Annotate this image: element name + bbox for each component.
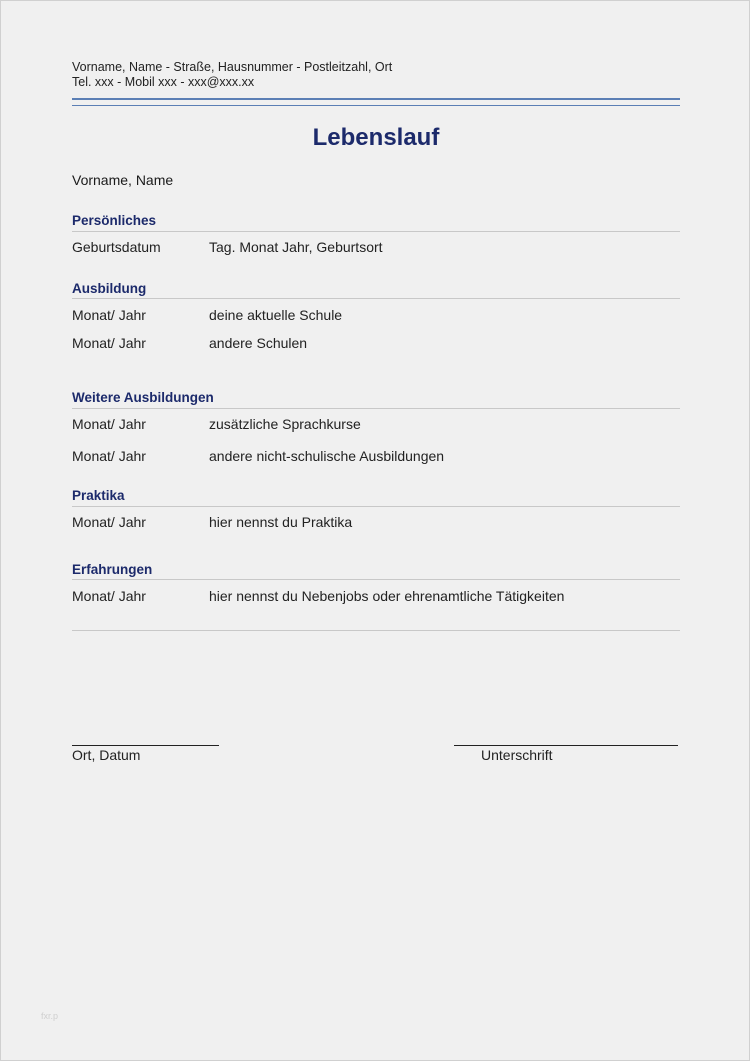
row-label: Geburtsdatum xyxy=(72,239,161,255)
section-divider xyxy=(72,506,680,507)
section-heading-erfahrungen: Erfahrungen xyxy=(72,562,153,577)
date-signature-line xyxy=(72,745,219,746)
row-label: Monat/ Jahr xyxy=(72,307,146,323)
row-value: deine aktuelle Schule xyxy=(209,307,343,323)
header-address: Vorname, Name - Straße, Hausnummer - Postleitzahl, Ort xyxy=(72,60,393,74)
row-value: Tag. Monat Jahr, Geburtsort xyxy=(209,239,383,255)
content-end-divider xyxy=(72,630,680,631)
header-contact: Tel. xxx - Mobil xxx - xxx@xxx.xx xyxy=(72,75,255,89)
row-value: andere nicht-schulische Ausbildungen xyxy=(209,448,445,464)
header-rule-thin xyxy=(72,105,680,106)
row-value: hier nennst du Nebenjobs oder ehrenamtliche Tätigkeiten xyxy=(209,588,565,604)
row-label: Monat/ Jahr xyxy=(72,588,146,604)
signature-label: Unterschrift xyxy=(481,747,553,763)
section-divider xyxy=(72,408,680,409)
place-date-label: Ort, Datum xyxy=(72,747,141,763)
signature-line xyxy=(454,745,678,746)
row-value: andere Schulen xyxy=(209,335,308,351)
row-label: Monat/ Jahr xyxy=(72,416,146,432)
section-divider xyxy=(72,298,680,299)
section-heading-persoenliches: Persönliches xyxy=(72,213,157,228)
page-title: Lebenslauf xyxy=(312,124,440,151)
section-heading-praktika: Praktika xyxy=(72,488,125,503)
row-label: Monat/ Jahr xyxy=(72,448,146,464)
section-heading-ausbildung: Ausbildung xyxy=(72,281,147,296)
row-value: hier nennst du Praktika xyxy=(209,514,353,530)
row-label: Monat/ Jahr xyxy=(72,514,146,530)
watermark: fxr.p xyxy=(41,1011,59,1021)
row-label: Monat/ Jahr xyxy=(72,335,146,351)
section-divider xyxy=(72,231,680,232)
person-name: Vorname, Name xyxy=(72,172,174,188)
section-heading-weitere-ausbildungen: Weitere Ausbildungen xyxy=(72,390,214,405)
section-divider xyxy=(72,579,680,580)
row-value: zusätzliche Sprachkurse xyxy=(209,416,361,432)
header-rule-thick xyxy=(72,98,680,100)
